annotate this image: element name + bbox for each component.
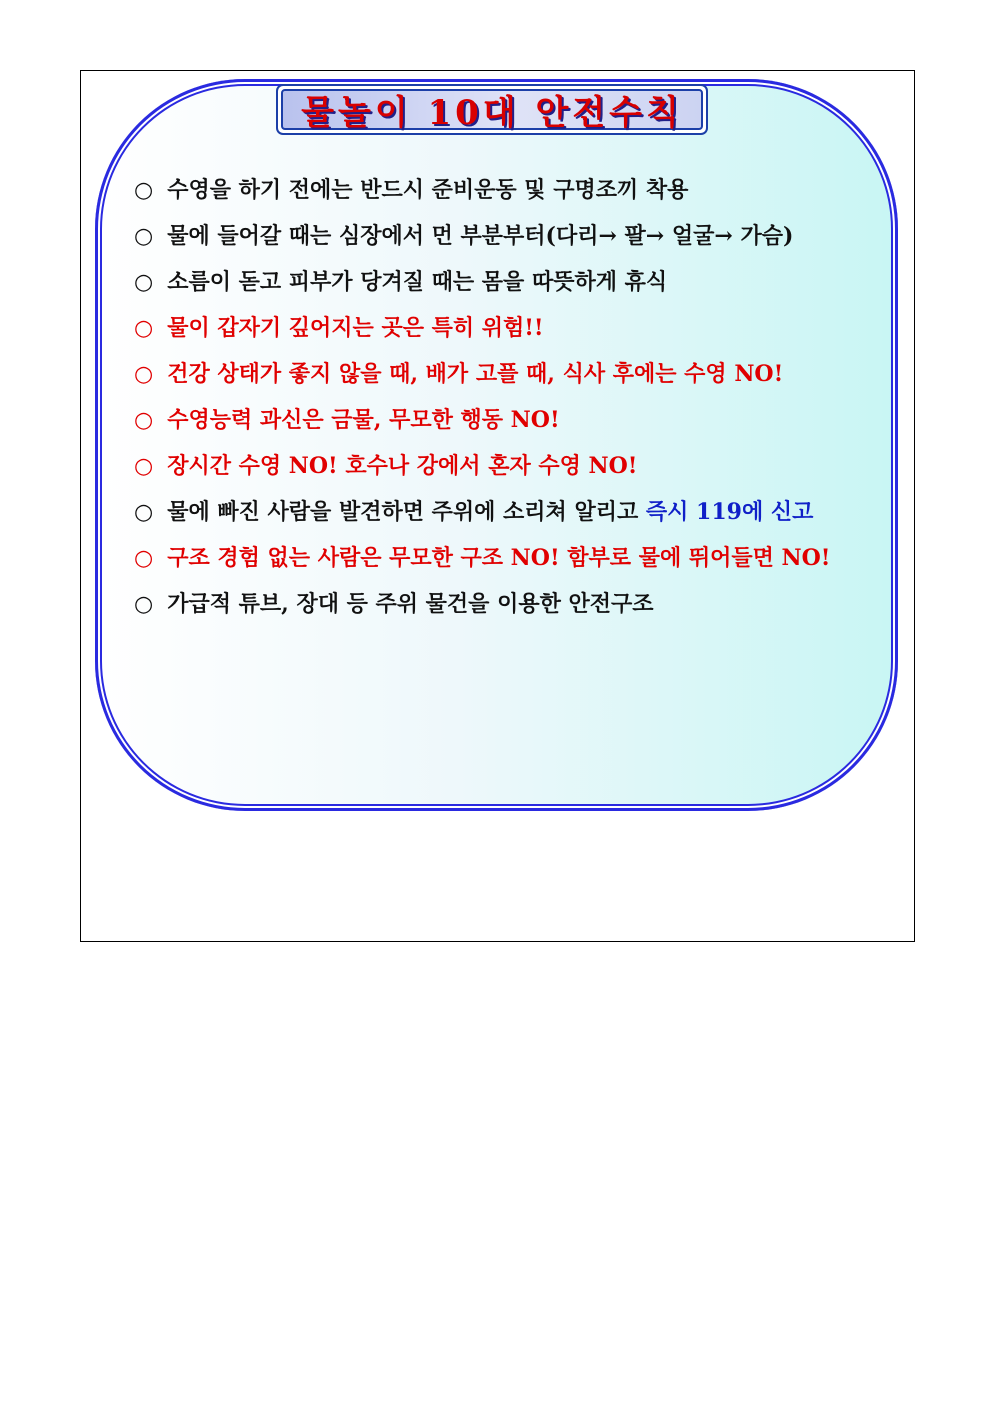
rule-text: 장시간 수영 NO! 호수나 강에서 혼자 수영 NO! (167, 453, 638, 479)
rule-text: 물에 들어갈 때는 심장에서 먼 부분부터(다리→ 팔→ 얼굴→ 가슴) (167, 223, 794, 249)
rule-item-3 (134, 264, 890, 301)
bullet-icon: ○ (134, 592, 154, 617)
bullet-icon: ○ (134, 454, 154, 479)
rule-highlight: 즉시 119에 신고 (645, 499, 814, 525)
bullet-icon: ○ (134, 316, 154, 341)
rule-text: 물에 빠진 사람을 발견하면 주위에 소리쳐 알리고 (167, 499, 646, 525)
rule-item-8 (134, 494, 890, 531)
rules-list (134, 172, 890, 632)
rule-item-1 (134, 172, 890, 209)
rule-text: 건강 상태가 좋지 않을 때, 배가 고플 때, 식사 후에는 수영 NO! (167, 361, 784, 387)
bullet-icon: ○ (134, 270, 154, 295)
title-inner (281, 89, 703, 133)
rule-text: 구조 경험 없는 사람은 무모한 구조 NO! 함부로 물에 뛰어들면 NO! (167, 545, 831, 571)
rule-item-9 (134, 540, 890, 577)
rule-text: 소름이 돋고 피부가 당겨질 때는 몸을 따뜻하게 휴식 (167, 269, 668, 295)
bullet-icon: ○ (134, 178, 154, 203)
rule-item-4 (134, 310, 890, 347)
rule-text: 수영능력 과신은 금물, 무모한 행동 NO! (167, 407, 560, 433)
rule-item-7 (134, 448, 890, 485)
bullet-icon: ○ (134, 546, 154, 571)
bullet-icon: ○ (134, 500, 154, 525)
rule-item-2 (134, 218, 890, 255)
rule-text: 수영을 하기 전에는 반드시 준비운동 및 구명조끼 착용 (167, 177, 689, 203)
page-title: 물놀이 10대 안전수칙 (301, 93, 683, 133)
rule-item-10 (134, 586, 890, 623)
rule-item-6 (134, 402, 890, 439)
bullet-icon: ○ (134, 362, 154, 387)
rule-text: 가급적 튜브, 장대 등 주위 물건을 이용한 안전구조 (167, 591, 654, 617)
title-box (276, 84, 708, 135)
bullet-icon: ○ (134, 408, 154, 433)
rule-text: 물이 갑자기 깊어지는 곳은 특히 위험!! (167, 315, 544, 341)
rule-item-5 (134, 356, 890, 393)
bullet-icon: ○ (134, 224, 154, 249)
